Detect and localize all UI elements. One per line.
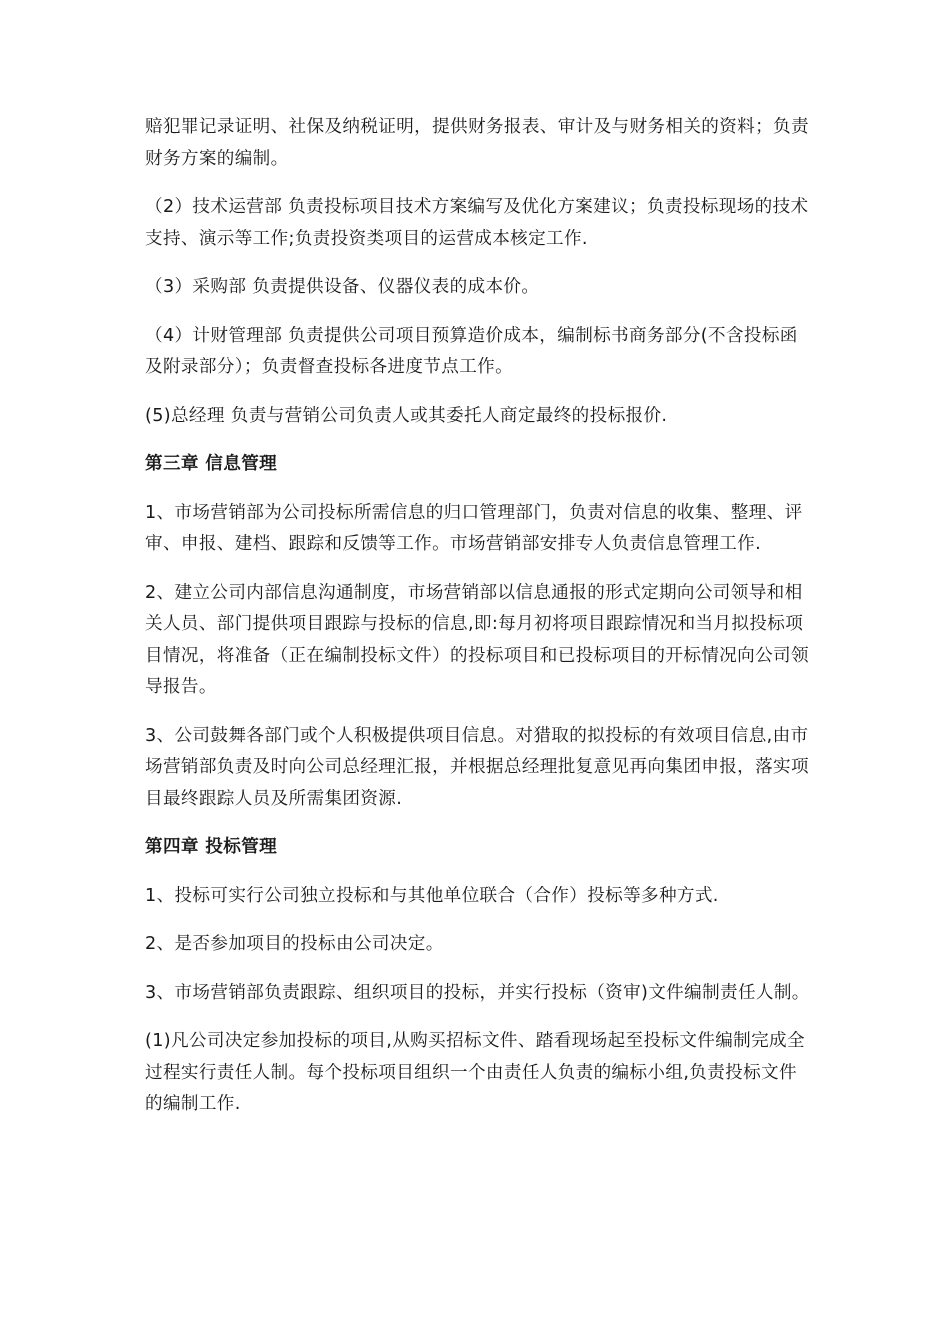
- paragraph-info-mgmt-2: 2、建立公司内部信息沟通制度，市场营销部以信息通报的形式定期向公司领导和相关人员、部门提供项目跟踪与投标的信息,即:每月初将项目跟踪情况和当月拟投标项目情况，将准备（正在编制投标文件）的投标项目和已投标项目的开标情况向公司领导报告。: [145, 582, 809, 697]
- paragraph-general-manager: (5)总经理 负责与营销公司负责人或其委托人商定最终的投标报价.: [145, 405, 668, 426]
- document-body: [145, 112, 813, 1138]
- paragraph-finance-duties-continued: 赔犯罪记录证明、社保及纳税证明，提供财务报表、审计及与财务相关的资料；负责财务方案的编制。: [145, 117, 809, 169]
- paragraph-info-mgmt-3: 3、公司鼓舞各部门或个人积极提供项目信息。对猎取的拟投标的有效项目信息,由市场营销部负责及时向公司总经理汇报，并根据总经理批复意见再向集团申报，落实项目最终跟踪人员及所需集团资源.: [145, 725, 809, 809]
- chapter-3-heading: 第三章 信息管理: [145, 454, 278, 474]
- paragraph-bid-mgmt-2: 2、是否参加项目的投标由公司决定。: [145, 934, 444, 954]
- paragraph-tech-ops-dept: （2）技术运营部 负责投标项目技术方案编写及优化方案建议；负责投标现场的技术支持、演示等工作;负责投资类项目的运营成本核定工作.: [145, 197, 809, 249]
- paragraph-procurement-dept: （3）采购部 负责提供设备、仪器仪表的成本价。: [145, 277, 540, 297]
- paragraph-bid-mgmt-3: 3、市场营销部负责跟踪、组织项目的投标，并实行投标（资审)文件编制责任人制。: [145, 982, 810, 1003]
- paragraph-bid-mgmt-1: 1、投标可实行公司独立投标和与其他单位联合（合作）投标等多种方式.: [145, 885, 719, 906]
- paragraph-info-mgmt-1: 1、市场营销部为公司投标所需信息的归口管理部门，负责对信息的收集、整理、评审、申报、建档、跟踪和反馈等工作。市场营销部安排专人负责信息管理工作.: [145, 502, 803, 554]
- paragraph-finance-mgmt-dept: （4）计财管理部 负责提供公司项目预算造价成本，编制标书商务部分(不含投标函及附录部分）；负责督查投标各进度节点工作。: [145, 325, 798, 377]
- paragraph-bid-mgmt-3-1: (1)凡公司决定参加投标的项目,从购买招标文件、踏看现场起至投标文件编制完成全过程实行责任人制。每个投标项目组织一个由责任人负责的编标小组,负责投标文件的编制工作.: [145, 1031, 805, 1114]
- chapter-4-heading: 第四章 投标管理: [145, 837, 278, 857]
